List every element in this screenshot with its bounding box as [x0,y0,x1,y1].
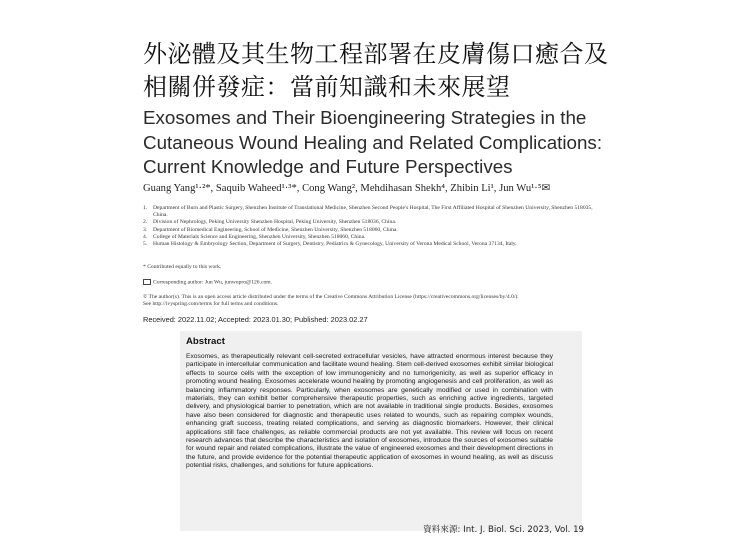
affiliation-item [143,219,593,226]
affiliation-number: 2. [143,219,148,226]
chinese-title-line-1: 外泌體及其生物工程部署在皮膚傷口癒合及 [143,40,609,68]
publication-dates: Received: 2022.11.02; Accepted: 2023.01.30; Published: 2023.02.27 [143,315,368,324]
affiliation-text: Department of Biomedical Engineering, School of Medicine, Shenzhen University, Shenzhen 518060, China. [153,226,398,233]
abstract-box [180,331,582,531]
source-citation: 資料來源: Int. J. Biol. Sci. 2023, Vol. 19 [423,525,584,535]
affiliation-list [143,205,593,248]
license-line-2: See http://ivyspring.com/terms for full terms and conditions. [143,301,279,308]
affiliation-number: 4. [143,233,148,240]
affiliation-item [143,234,593,241]
affiliation-text: Division of Nephrology, Peking University Shenzhen Hospital, Peking University, Shenzhen 518036, China. [153,219,397,226]
affiliation-number: 3. [143,226,148,233]
chinese-title [143,38,613,104]
chinese-title-line-2: 相關併發症：當前知識和未來展望 [143,73,511,101]
affiliation-text: Human Histology & Embryology Section, Department of Surgery, Dentistry, Pediatrics & Gynecology, University of Verona Medical School, Verona 37134, Italy. [153,241,517,248]
corresponding-author-note [143,279,593,286]
affiliation-item [143,241,593,248]
affiliation-text: Department of Burn and Plastic Surgery, Shenzhen Institute of Translational Medicine, Shenzhen Second People's Hospital, The First Affiliated Hospital of Shenzhen University, Shenzhen 518035, China. [153,205,593,219]
affiliation-text: College of Materials Science and Engineering, Shenzhen University, Shenzhen 518060, China. [153,233,366,240]
equal-contribution-note: * Contributed equally to this work. [143,264,222,270]
english-title-line-3: Current Knowledge and Future Perspectives [143,156,513,177]
affiliation-item [143,227,593,234]
author-list: Guang Yang¹·²*, Saquib Waheed¹·³*, Cong Wang², Mehdihasan Shekh⁴, Zhibin Li¹, Jun Wu¹·⁵✉ [143,183,551,194]
abstract-text: Exosomes, as therapeutically relevant cell-secreted extracellular vesicles, have attracted enormous interest because they participate in intercellular communication and facilitate wound healing. Stem cell-derived exosomes exhibit similar biological effects to source cells with the exception of low immunogenicity and no tumorigenicity, as well as superior efficacy in promoting wound healing. Exosomes accelerate wound healing by promoting angiogenesis and cell proliferation, as well as balancing inflammatory responses. Particularly, when exosomes are genetically modified or used in combination with materials, they can exhibit better comprehensive therapeutic properties, such as enriching active ingredients, targeted delivery, and physiological barrier to penetration, which are not available in traditional single products. Besides, exosomes have also been considered for diagnostic and therapeutic uses related to wounds, such as repairing complex wounds, enhancing graft success, treating related complications, and serving as diagnostic biomarkers. However, their clinical applications still face challenges, as reliable commercial products are not yet available. This review will focus on recent research advances that describe the characteristics and isolation of exosomes, introduce the sources of exosomes suitable for wound repair and related complications, illustrate the value of engineered exosomes and their development directions in the future, and provide evidence for the potential therapeutic application of exosomes in wound healing, as well as discuss potential risks, challenges, and solutions for future applications. [186,353,553,470]
english-title-line-1: Exosomes and Their Bioengineering Strategies in the [143,107,587,128]
license-line-1: © The author(s). This is an open access article distributed under the terms of the Creative Commons Attribution License (https://creativecommons.org/licenses/by/4.0/). [143,294,519,300]
english-title [143,106,613,180]
affiliation-number: 1. [143,205,148,211]
affiliation-item [143,205,593,219]
envelope-icon [143,279,151,285]
abstract-heading: Abstract [186,336,225,347]
license-note [143,294,593,308]
affiliation-number: 5. [143,241,148,248]
corresponding-author-text: Corresponding author: Jun Wu, junwupro@126.com. [153,279,273,286]
english-title-line-2: Cutaneous Wound Healing and Related Complications: [143,131,603,153]
